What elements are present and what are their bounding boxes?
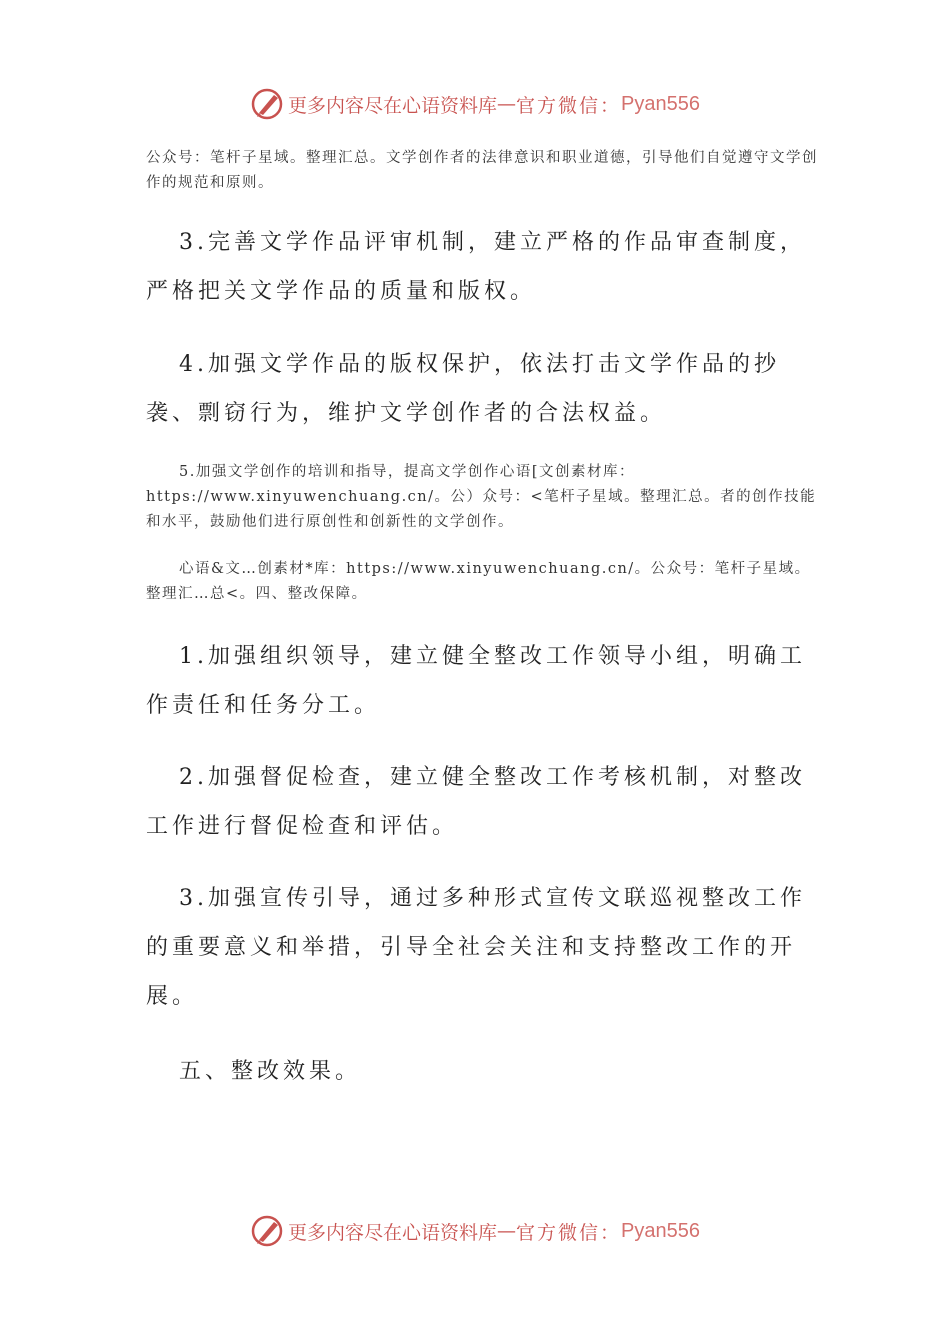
banner-brand: 更多内容尽在心语资料库 bbox=[288, 1221, 498, 1244]
footer-banner bbox=[0, 1211, 950, 1251]
banner-separator: — bbox=[497, 93, 517, 115]
banner-separator: — bbox=[497, 1220, 517, 1242]
section-heading-5: 五、整改效果。 bbox=[179, 1059, 362, 1084]
pen-logo-icon bbox=[250, 1214, 284, 1248]
paragraph-guarantee-3: 3.加强宣传引导，通过多种形式宣传文联巡视整改工作的重要意义和举措，引导全社会关注和支持整改工作的开展。 bbox=[146, 886, 806, 1009]
paragraph-guarantee-1: 1.加强组织领导，建立健全整改工作领导小组，明确工作责任和任务分工。 bbox=[146, 644, 806, 718]
banner-wechat-label: 官方微信： bbox=[516, 94, 622, 117]
banner-brand: 更多内容尽在心语资料库 bbox=[288, 94, 498, 117]
paragraph-guarantee-2: 2.加强督促检查，建立健全整改工作考核机制，对整改工作进行督促检查和评估。 bbox=[146, 765, 806, 839]
banner-wechat-id: Pyan556 bbox=[621, 1219, 700, 1242]
paragraph-continuation: 公众号：笔杆子星域。整理汇总。文学创作者的法律意识和职业道德，引导他们自觉遵守文学创作的规范和原则。 bbox=[146, 150, 818, 191]
header-banner bbox=[0, 84, 950, 124]
paragraph-item-4-copyright: 4.加强文学作品的版权保护，依法打击文学作品的抄袭、剽窃行为，维护文学创作者的合法权益。 bbox=[146, 352, 780, 426]
paragraph-guarantee-heading: 心语&文…创素材*库：https://www.xinyuwenchuang.cn/。公众号：笔杆子星域。整理汇…总<。四、整改保障。 bbox=[146, 561, 811, 602]
pen-logo-icon bbox=[250, 87, 284, 121]
paragraph-item-3-review: 3.完善文学作品评审机制，建立严格的作品审查制度，严格把关文学作品的质量和版权。 bbox=[146, 230, 806, 304]
banner-wechat-label: 官方微信： bbox=[516, 1221, 622, 1244]
paragraph-item-5-training: 5.加强文学创作的培训和指导，提高文学创作心语[文创素材库：https://www.xinyuwenchuang.cn/。公）众号：<笔杆子星域。整理汇总。者的创作技能和水平，鼓励他们进行原创性和创新性的文学创作。 bbox=[146, 464, 817, 530]
banner-wechat-id: Pyan556 bbox=[621, 92, 700, 115]
